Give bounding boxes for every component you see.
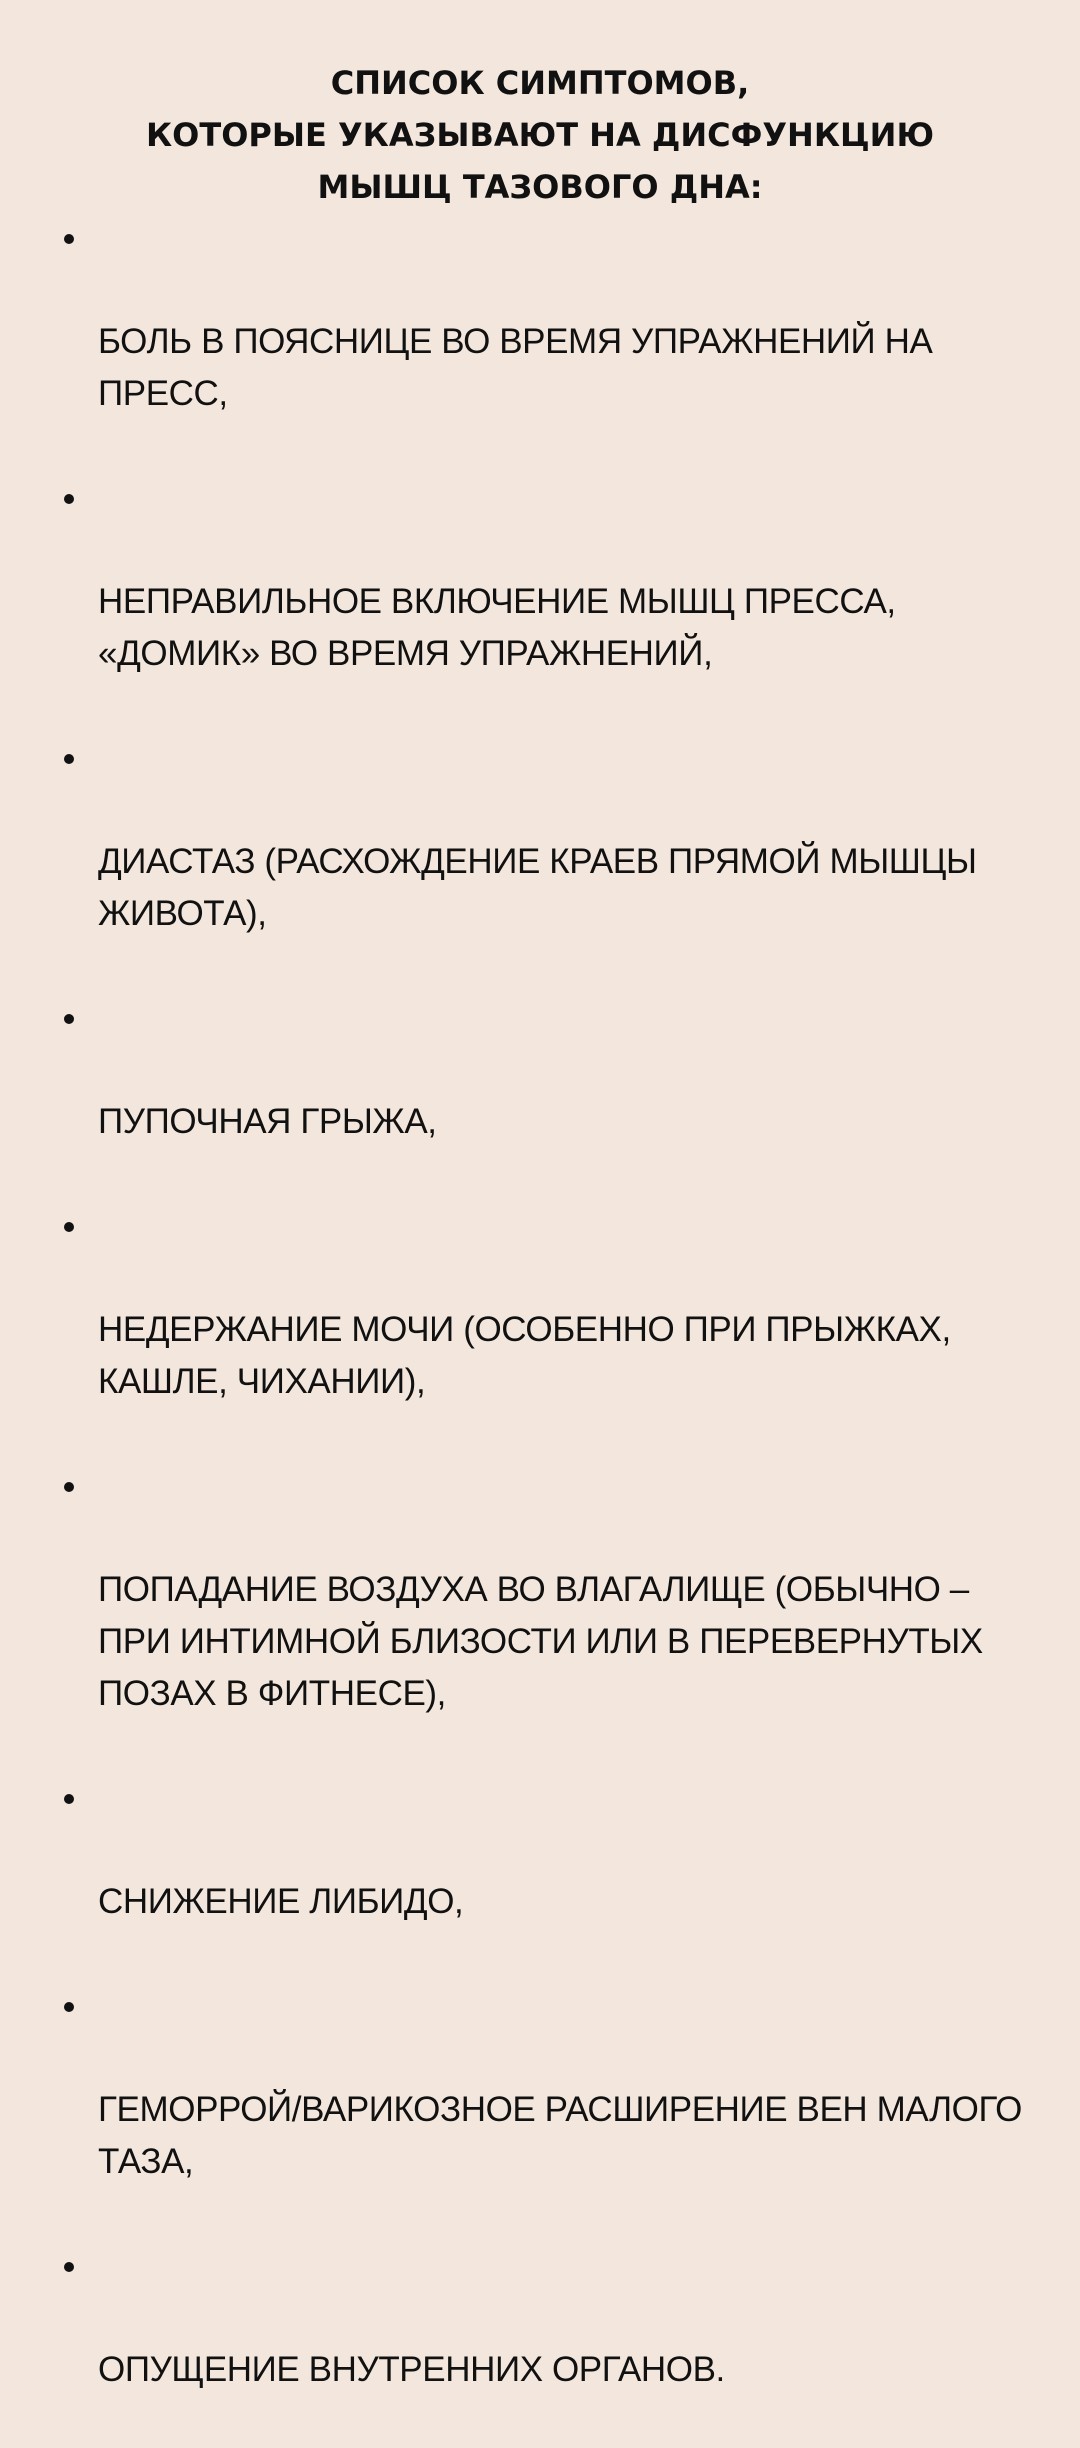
- symptom-item-vaginal-air: [64, 1460, 1044, 1772]
- symptom-item-hemorrhoids: [64, 1980, 1044, 2240]
- bullet-icon: [64, 1222, 74, 1232]
- symptom-text: БОЛЬ В ПОЯСНИЦЕ ВО ВРЕМЯ УПРАЖНЕНИЙ НА ПРЕСС,: [98, 322, 933, 413]
- bullet-icon: [64, 754, 74, 764]
- symptom-text: НЕПРАВИЛЬНОЕ ВКЛЮЧЕНИЕ МЫШЦ ПРЕССА, «ДОМИК» ВО ВРЕМЯ УПРАЖНЕНИЙ,: [98, 582, 896, 673]
- symptom-item-lower-back-pain: [64, 212, 1044, 472]
- bullet-icon: [64, 234, 74, 244]
- symptom-item-umbilical-hernia: [64, 992, 1044, 1200]
- symptom-text: ПОПАДАНИЕ ВОЗДУХА ВО ВЛАГАЛИЩЕ (ОБЫЧНО – ПРИ ИНТИМНОЙ БЛИЗОСТИ ИЛИ В ПЕРЕВЕРНУТЫХ ПОЗАХ В ФИТНЕСЕ),: [98, 1570, 983, 1713]
- title-line-2: КОТОРЫЕ УКАЗЫВАЮТ НА ДИСФУНКЦИЮ: [146, 116, 934, 155]
- symptom-text: ГЕМОРРОЙ/ВАРИКОЗНОЕ РАСШИРЕНИЕ ВЕН МАЛОГО ТАЗА,: [98, 2090, 1022, 2181]
- bullet-icon: [64, 2262, 74, 2272]
- bullet-icon: [64, 494, 74, 504]
- symptom-list: [64, 212, 1044, 2448]
- page-title: [0, 57, 1080, 213]
- symptom-item-diastasis: [64, 732, 1044, 992]
- title-line-1: СПИСОК СИМПТОМОВ,: [330, 64, 750, 103]
- bullet-icon: [64, 2002, 74, 2012]
- bullet-icon: [64, 1014, 74, 1024]
- symptom-text: НЕДЕРЖАНИЕ МОЧИ (ОСОБЕННО ПРИ ПРЫЖКАХ, КАШЛЕ, ЧИХАНИИ),: [98, 1310, 951, 1401]
- symptom-text: ДИАСТАЗ (РАСХОЖДЕНИЕ КРАЕВ ПРЯМОЙ МЫШЦЫ ЖИВОТА),: [98, 842, 977, 933]
- symptom-text: ПУПОЧНАЯ ГРЫЖА,: [98, 1102, 437, 1141]
- title-line-3: МЫШЦ ТАЗОВОГО ДНА:: [317, 168, 763, 207]
- symptom-item-low-libido: [64, 1772, 1044, 1980]
- bullet-icon: [64, 1482, 74, 1492]
- symptom-text: ОПУЩЕНИЕ ВНУТРЕННИХ ОРГАНОВ.: [98, 2350, 725, 2389]
- symptom-item-abdominal-engagement: [64, 472, 1044, 732]
- symptom-item-organ-prolapse: [64, 2240, 1044, 2448]
- symptom-item-urinary-incontinence: [64, 1200, 1044, 1460]
- bullet-icon: [64, 1794, 74, 1804]
- symptom-text: СНИЖЕНИЕ ЛИБИДО,: [98, 1882, 464, 1921]
